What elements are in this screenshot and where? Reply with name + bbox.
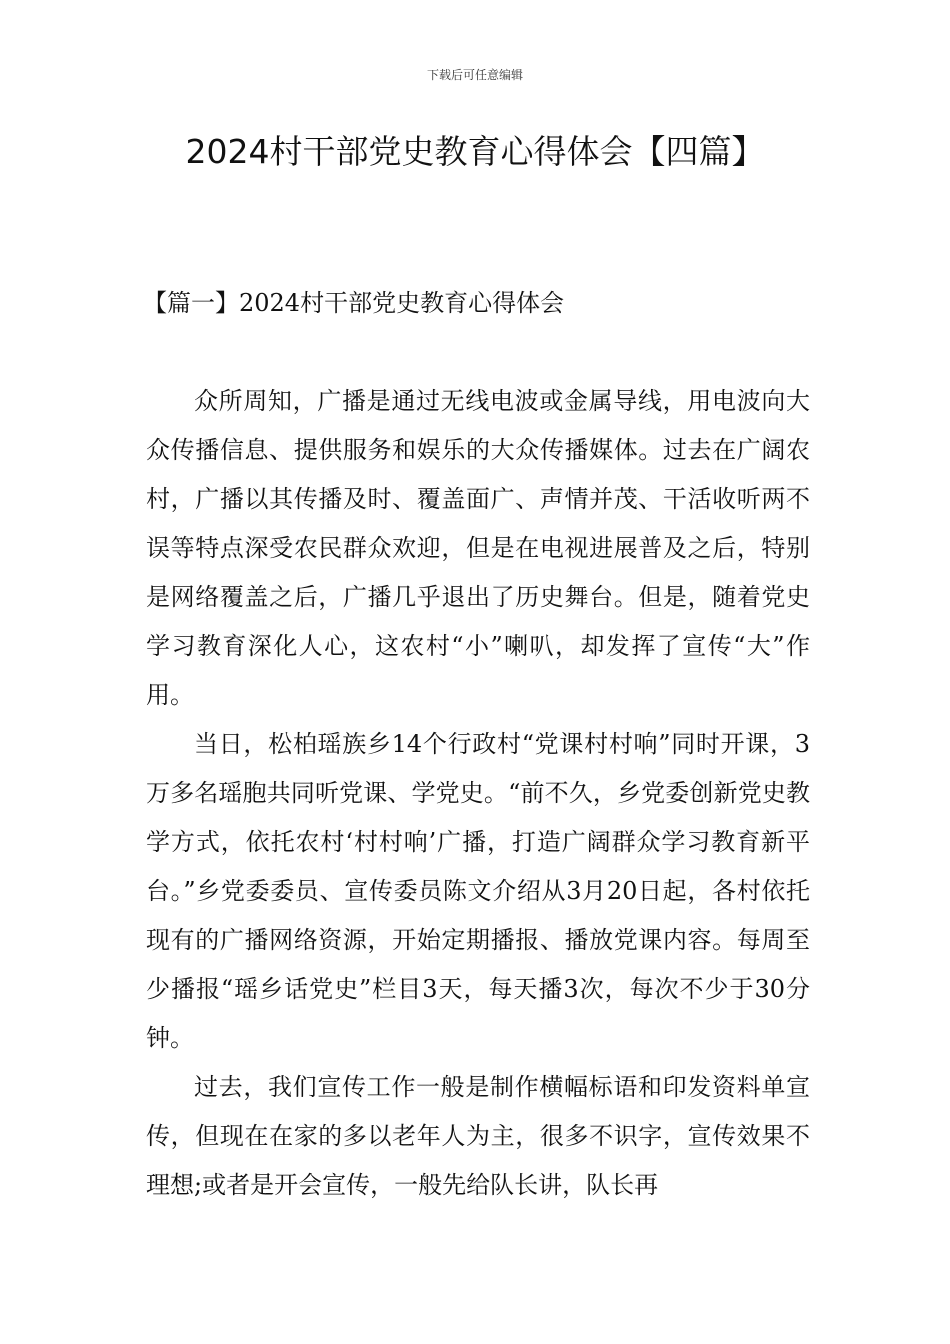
section-heading: 【篇一】2024村干部党史教育心得体会: [143, 289, 565, 317]
paragraph: 过去，我们宣传工作一般是制作横幅标语和印发资料单宣传，但现在在家的多以老年人为主，很多不识字，宣传效果不理想;或者是开会宣传，一般先给队长讲，队长再: [146, 1073, 810, 1199]
body-text: [146, 377, 810, 1210]
document-title: 2024村干部党史教育心得体会【四篇】: [185, 132, 765, 171]
header-note: 下载后可任意编辑: [426, 68, 523, 82]
paragraph: 众所周知，广播是通过无线电波或金属导线，用电波向大众传播信息、提供服务和娱乐的大众传播媒体。过去在广阔农村，广播以其传播及时、覆盖面广、声情并茂、干活收听两不误等特点深受农民群众欢迎，但是在电视进展普及之后，特别是网络覆盖之后，广播几乎退出了历史舞台。但是，随着党史学习教育深化人心，这农村“小”喇叭，却发挥了宣传“大”作用。: [146, 387, 810, 709]
paragraph: 当日，松柏瑶族乡14个行政村“党课村村响”同时开课，3万多名瑶胞共同听党课、学党史。“前不久，乡党委创新党史教学方式，依托农村‘村村响’广播，打造广阔群众学习教育新平台。”乡党委委员、宣传委员陈文介绍从3月20日起，各村依托现有的广播网络资源，开始定期播报、播放党课内容。每周至少播报“瑶乡话党史”栏目3天，每天播3次，每次不少于30分钟。: [146, 730, 810, 1052]
